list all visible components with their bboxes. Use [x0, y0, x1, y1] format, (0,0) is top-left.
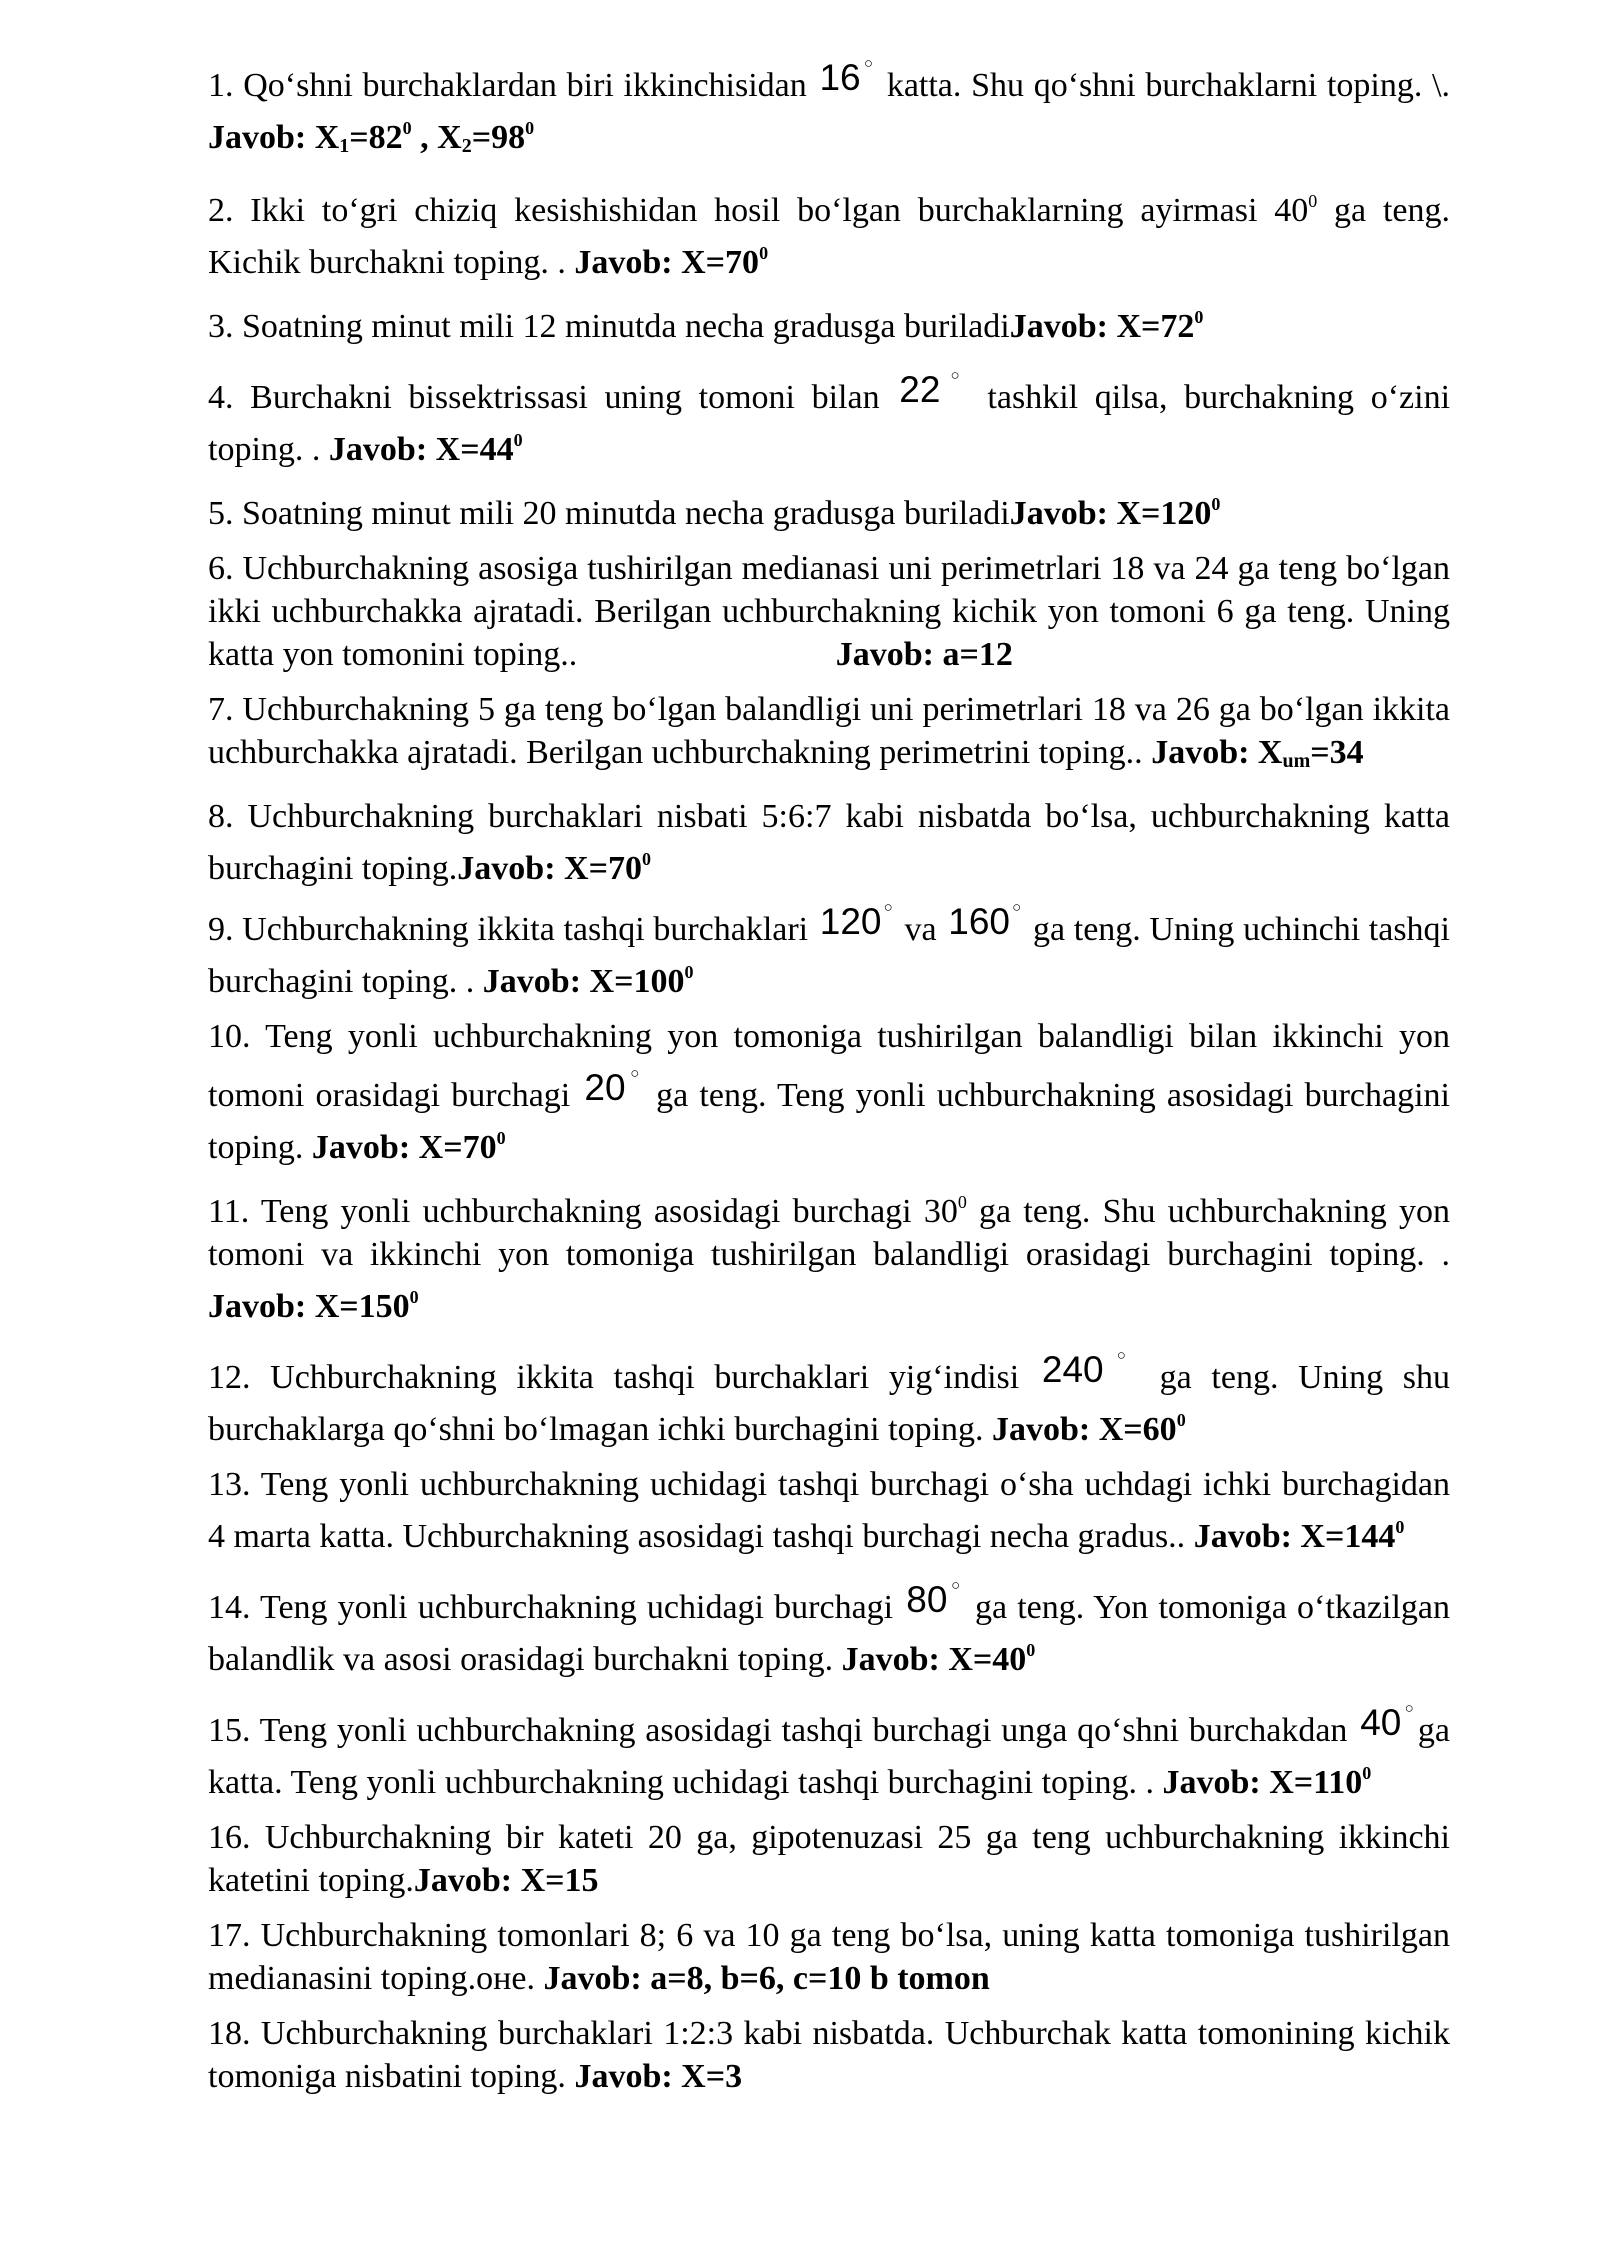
problem-text: 2. Ikki to‘gri chiziq kesishishidan hosil bo‘lgan burchaklarning ayirmasi 40 — [208, 192, 1309, 229]
answer-text: Javob: X=144 — [1193, 1518, 1396, 1555]
problem-18 — [208, 2012, 1450, 2098]
problem-text: 16. Uchburchakning bir kateti 20 ga, gipotenuzasi 25 ga teng uchburchakning ikkinchi katetini toping. — [208, 1819, 1450, 1899]
problem-10 — [208, 1015, 1450, 1169]
angle-number: 16 — [819, 57, 861, 98]
problem-text: 6. Uchburchakning asosiga tushirilgan medianasi uni perimetrlari 18 va 24 ga teng bo‘lgan ikki uchburchakka ajratadi. Berilgan uchburchakning kichik yon tomoni 6 ga teng. Uning katta yon tomonini toping.. — [208, 550, 1450, 673]
problem-7 — [208, 688, 1450, 783]
angle-value — [820, 901, 893, 942]
answer-text: Javob: X=40 — [841, 1641, 1027, 1678]
answer-text: , X — [411, 119, 462, 156]
problem-text: 9. Uchburchakning ikkita tashqi burchaklari — [208, 911, 817, 948]
degree-superscript: 0 — [684, 962, 694, 982]
degree-superscript: 0 — [759, 243, 769, 263]
angle-value — [948, 901, 1021, 942]
problem-6 — [208, 547, 1450, 676]
problem-1 — [208, 48, 1450, 168]
angle-value — [819, 57, 874, 98]
problem-4 — [208, 360, 1450, 471]
problem-text: ga teng. Shu uchburchakning yon tomoni va ikkinchi yon tomoniga tushirilgan balandligi orasidagi burchagini toping. . — [208, 1193, 1451, 1273]
degree-superscript: 0 — [513, 430, 523, 450]
problem-text: 7. Uchburchakning 5 ga teng bo‘lgan balandligi uni perimetrlari 18 va 26 ga bo‘lgan ikkita uchburchakka ajratadi. Berilgan uchburchakning perimetrini toping.. — [208, 691, 1450, 771]
degree-superscript: 0 — [525, 118, 535, 138]
problem-text: 14. Teng yonli uchburchakning uchidagi burchagi — [208, 1589, 904, 1626]
degree-circle-icon: ○ — [1403, 1700, 1415, 1717]
problem-13 — [208, 1463, 1450, 1558]
problem-15 — [208, 1693, 1450, 1804]
angle-number: 120 — [819, 901, 882, 942]
angle-number: 20 — [584, 1067, 626, 1108]
problem-list — [208, 48, 1450, 2110]
problem-text: katta. Shu qo‘shni burchaklarni toping. \. — [877, 67, 1450, 104]
answer-subscript: 2 — [461, 135, 472, 157]
angle-value — [584, 1067, 642, 1108]
answer-text: Javob: X — [1151, 734, 1283, 771]
answer-text: Javob: X=3 — [574, 2058, 743, 2095]
degree-superscript: 0 — [641, 849, 651, 869]
problem-5 — [208, 483, 1450, 535]
answer-text: Javob: X=70 — [574, 244, 760, 281]
problem-text: 10. Teng yonli uchburchakning yon tomoniga tushirilgan balandligi bilan ikkinchi yon tomoni orasidagi burchagi — [208, 1018, 1450, 1114]
problem-17 — [208, 1914, 1450, 2000]
problem-text: ga teng. Yon tomoniga o‘tkazilgan balandlik va asosi orasidagi burchakni toping. — [208, 1589, 1450, 1678]
degree-superscript: 0 — [402, 118, 412, 138]
degree-circle-icon: ○ — [883, 899, 893, 916]
problem-text: 15. Teng yonli uchburchakning asosidagi tashqi burchagi unga qo‘shni burchakdan — [208, 1712, 1358, 1749]
problem-text: 8. Uchburchakning burchaklari nisbati 5:6:7 kabi nisbatda bo‘lsa, uchburchakning katta burchagini toping. — [208, 798, 1450, 887]
angle-number: 160 — [948, 901, 1010, 942]
degree-superscript: 0 — [1362, 1763, 1372, 1783]
answer-text: =98 — [471, 119, 526, 156]
answer-text: Javob: X=70 — [457, 850, 642, 887]
angle-value — [906, 1579, 962, 1620]
degree-superscript: 0 — [957, 1192, 967, 1212]
problem-text: 13. Teng yonli uchburchakning uchidagi tashqi burchagi o‘sha uchdagi ichki burchagidan 4 marta katta. Uchburchakning asosidagi tashqi burchagi necha gradus.. — [208, 1466, 1450, 1555]
problem-text: ga katta. Teng yonli uchburchakning uchidagi tashqi burchagini toping. . — [208, 1712, 1450, 1801]
answer-text: Javob: X=72 — [1009, 308, 1195, 345]
angle-number: 80 — [906, 1579, 948, 1620]
problem-text: ga teng. Uning shu burchaklarga qo‘shni bo‘lmagan ichki burchagini toping. — [208, 1359, 1451, 1448]
problem-16 — [208, 1816, 1450, 1902]
degree-superscript: 0 — [1026, 1640, 1036, 1660]
answer-text: Javob: X — [208, 119, 340, 156]
answer-text: Javob: X=100 — [482, 963, 685, 1000]
degree-circle-icon: ○ — [627, 1065, 642, 1082]
answer-text: Javob: X=120 — [1009, 495, 1212, 532]
answer-text: Javob: X=44 — [328, 431, 514, 468]
angle-value — [1042, 1349, 1137, 1390]
problem-9 — [208, 892, 1450, 1003]
problem-text: 11. Teng yonli uchburchakning asosidagi burchagi 30 — [208, 1193, 958, 1230]
degree-circle-icon: ○ — [949, 1577, 962, 1594]
problem-text: ga teng. Teng yonli uchburchakning asosidagi burchagini toping. — [208, 1077, 1451, 1166]
answer-text: Javob: X=70 — [311, 1129, 497, 1166]
angle-value — [1360, 1702, 1415, 1743]
answer-text: Javob: X=150 — [208, 1288, 410, 1325]
problem-text: ga teng. Uning uchinchi tashqi burchagini toping. . — [208, 911, 1451, 1000]
answer-text: Javob: a=12 — [835, 636, 1013, 673]
degree-circle-icon: ○ — [862, 55, 875, 72]
answer-text: Javob: X=60 — [992, 1411, 1177, 1448]
problem-text: 17. Uchburchakning tomonlari 8; 6 va 10 ga teng bo‘lsa, uning katta tomoniga tushirilgan medianasini toping.оне. — [208, 1917, 1450, 1997]
angle-number: 40 — [1360, 1702, 1402, 1743]
degree-superscript: 0 — [1194, 307, 1204, 327]
answer-text: =82 — [349, 119, 403, 156]
problem-text: ga teng. Kichik burchakni toping. . — [208, 192, 1450, 281]
problem-text: 1. Qo‘shni burchaklardan biri ikkinchisidan — [208, 67, 817, 104]
problem-text: 4. Burchakni bissektrissasi uning tomoni bilan — [208, 379, 897, 416]
problem-14 — [208, 1570, 1450, 1681]
degree-circle-icon: ○ — [942, 367, 968, 384]
angle-number: 240 — [1041, 1349, 1104, 1390]
degree-superscript: 0 — [409, 1287, 419, 1307]
problem-12 — [208, 1340, 1450, 1451]
problem-8 — [208, 795, 1450, 890]
degree-superscript: 0 — [496, 1128, 506, 1148]
problem-text: 12. Uchburchakning ikkita tashqi burchaklari yig‘indisi — [208, 1359, 1039, 1396]
answer-text: Javob: X=15 — [413, 1862, 599, 1899]
answer-text: =34 — [1310, 734, 1364, 771]
degree-superscript: 0 — [1211, 494, 1221, 514]
degree-superscript: 0 — [1176, 1410, 1186, 1430]
degree-superscript: 0 — [1308, 191, 1318, 211]
problem-2 — [208, 180, 1450, 284]
angle-number: 22 — [899, 369, 941, 410]
answer-subscript: 1 — [339, 135, 350, 157]
degree-circle-icon: ○ — [1105, 1347, 1137, 1364]
problem-text: 5. Soatning minut mili 20 minutda necha gradusga buriladi — [208, 495, 1010, 532]
problem-text: va — [895, 911, 946, 948]
answer-subscript: um — [1282, 750, 1311, 772]
degree-superscript: 0 — [1395, 1517, 1405, 1537]
problem-11 — [208, 1181, 1450, 1328]
angle-value — [899, 369, 968, 410]
problem-text: tashkil qilsa, burchakning o‘zini toping. . — [208, 379, 1451, 468]
answer-text: Javob: a=8, b=6, c=10 b tomon — [543, 1960, 990, 1997]
answer-text: Javob: X=110 — [1162, 1764, 1363, 1801]
degree-circle-icon: ○ — [1012, 899, 1022, 916]
problem-text: 18. Uchburchakning burchaklari 1:2:3 kabi nisbatda. Uchburchak katta tomonining kichik tomoniga nisbatini toping. — [208, 2015, 1450, 2095]
problem-text: 3. Soatning minut mili 12 minutda necha gradusga buriladi — [208, 308, 1010, 345]
problem-3 — [208, 296, 1450, 348]
